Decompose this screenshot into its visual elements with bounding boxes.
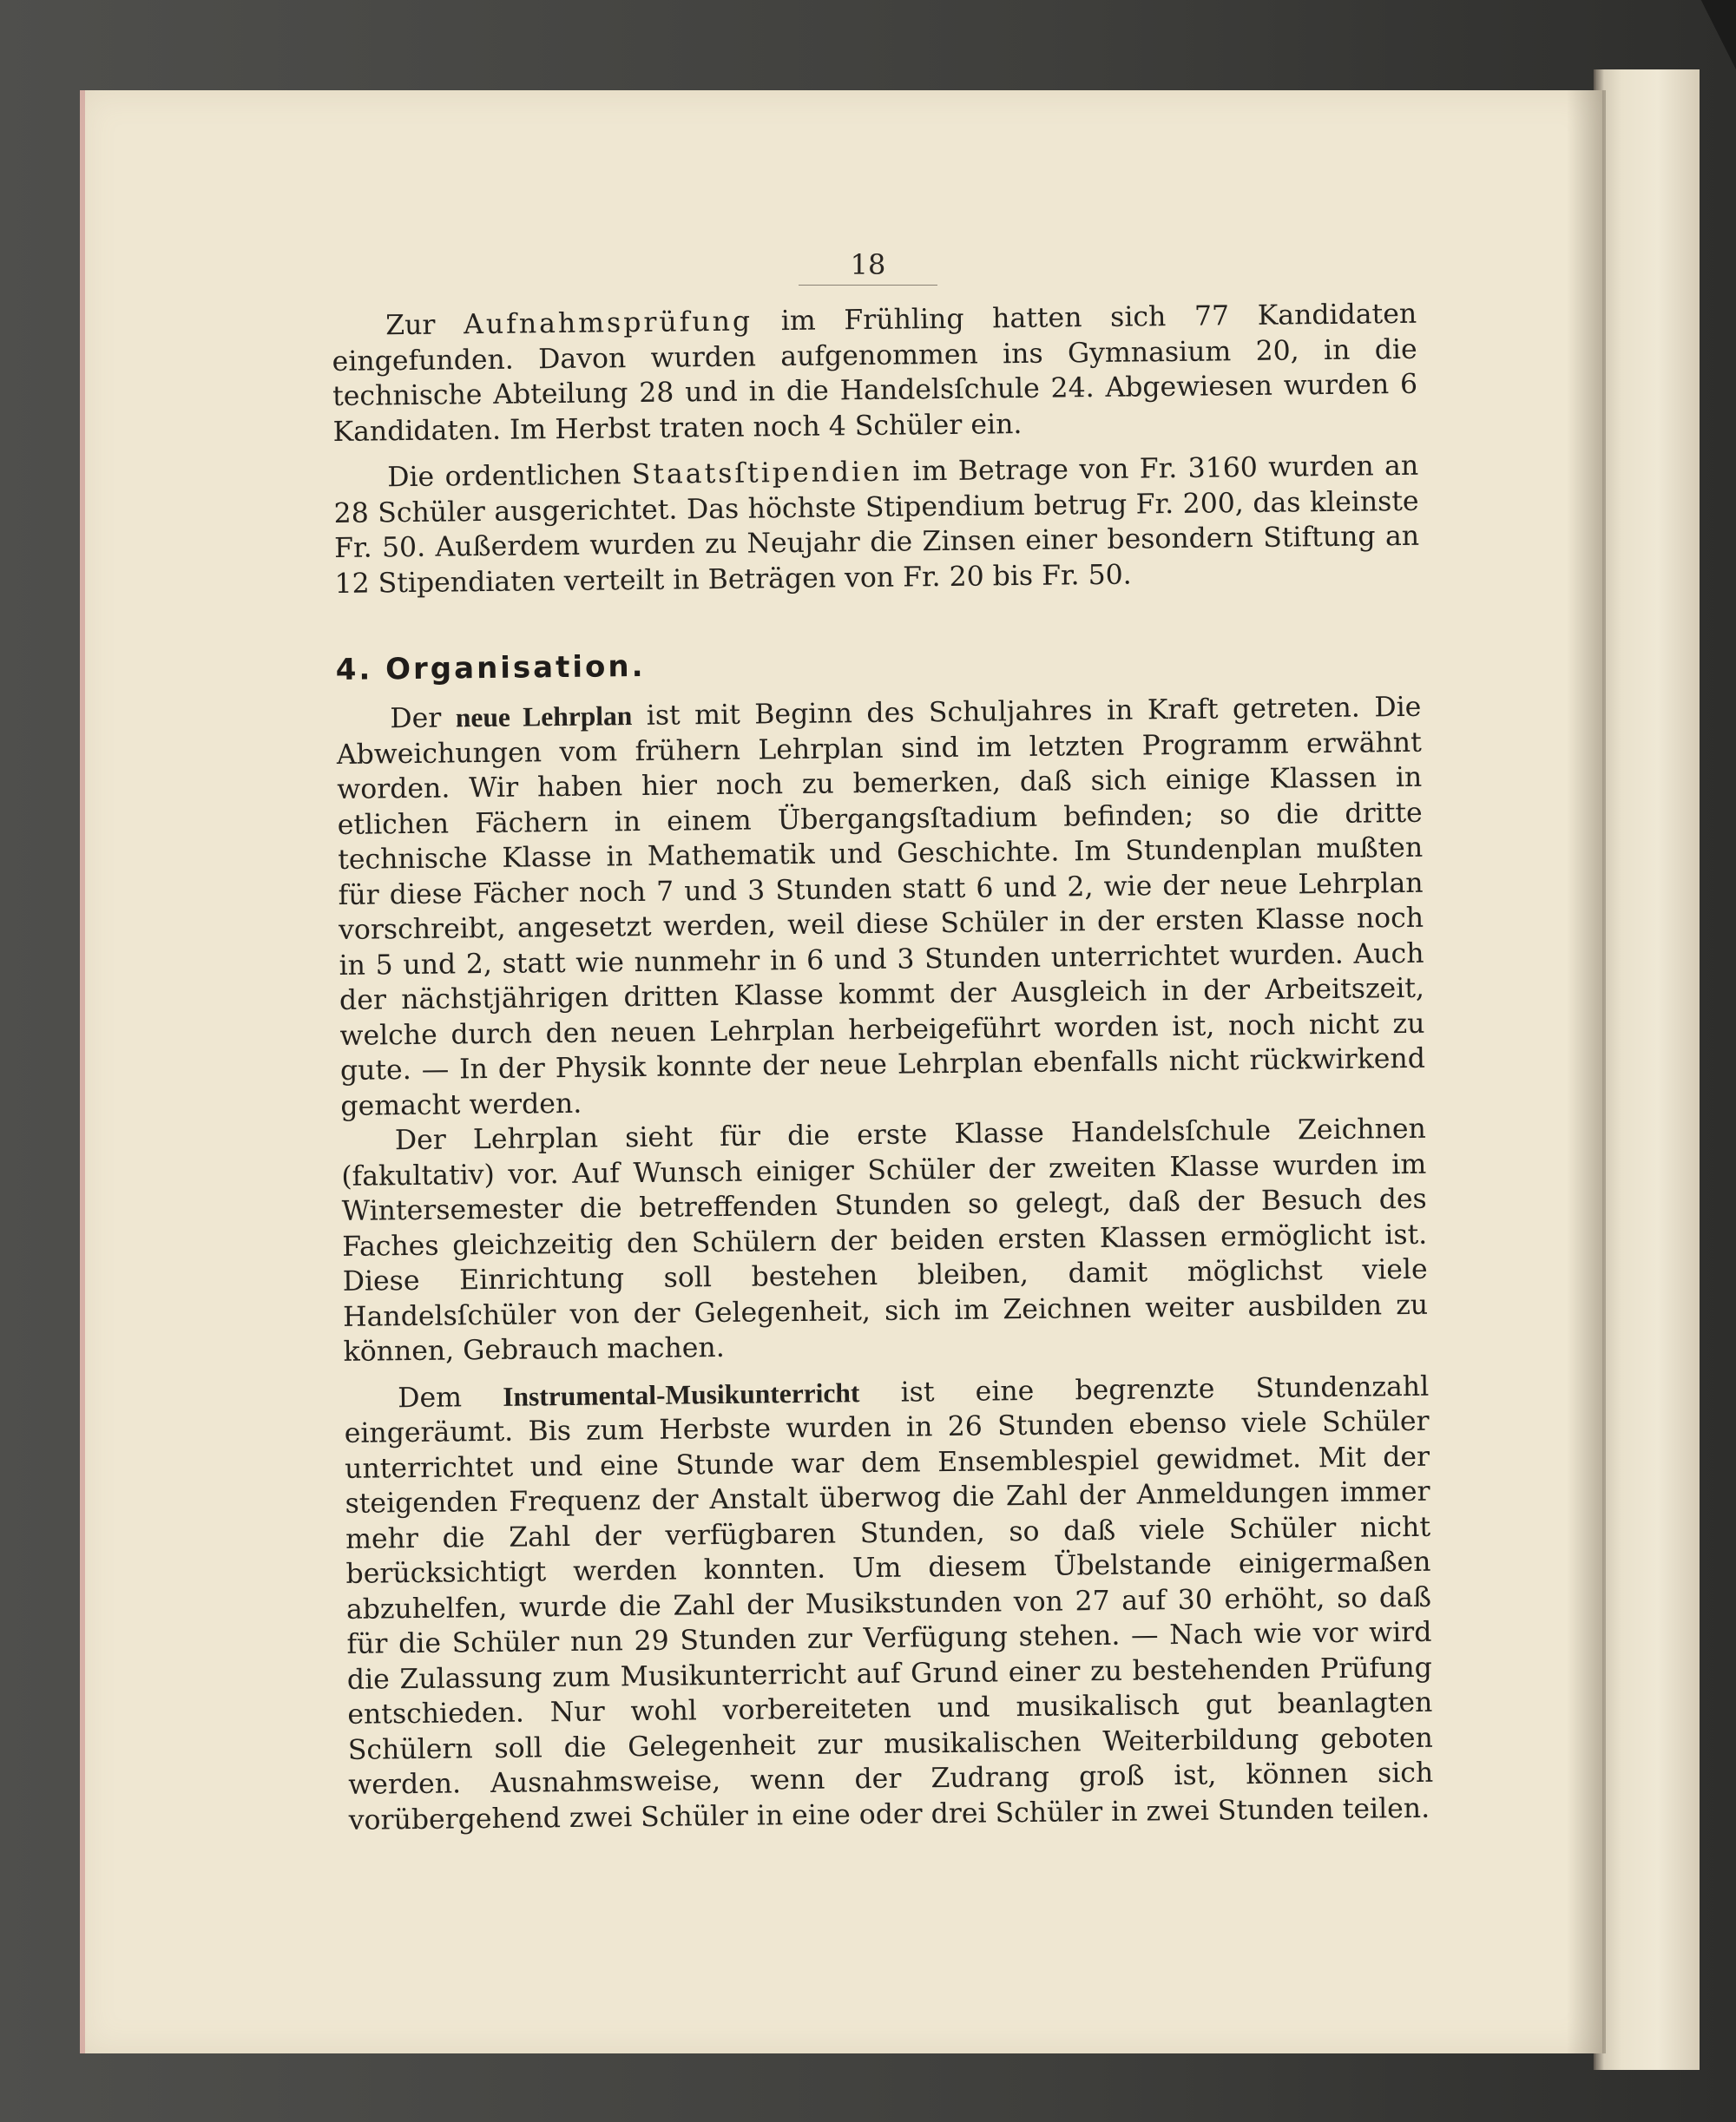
spaced-term: Aufnahmsprüfung: [463, 305, 753, 341]
paragraph-lead: Die ordentlichen: [387, 459, 632, 494]
paragraph-body: im Betrage von Fr. 3160 wurden an 28 Schüler ausgerichtet. Das höchste Stipendium betrug Fr. 200, das kleinste Fr. 50. Außerdem wurden zu Neujahr die Zinsen einer besondern Stiftung an 12 Stipendiaten verteilt in Beträgen von Fr. 20 bis Fr. 50.: [333, 450, 1420, 600]
section-heading: 4. Organisation.: [335, 648, 646, 687]
paragraph-stipendien: [333, 449, 1420, 601]
paragraph-body: im Frühling hatten sich 77 Kandidaten eingefunden. Davon wurden aufgenommen ins Gymnasium 20, in die technische Abteilung 28 und in die Handelsſchule 24. Abgewiesen wurden 6 Kandidaten. Im Herbst traten noch 4 Schüler ein.: [332, 298, 1418, 448]
paragraph-lead: Der: [390, 702, 457, 735]
facing-page-edge: [1595, 69, 1700, 2070]
paragraph-lead: Dem: [398, 1381, 503, 1414]
paragraph-lehrplan: [336, 690, 1425, 1124]
bold-term: Instrumental-Musikunterricht: [502, 1376, 860, 1412]
spaced-term: Staatsſtipendien: [631, 456, 903, 491]
page-gutter: [1567, 90, 1606, 2053]
page-red-edge: [80, 90, 85, 2053]
page-number-rule: [799, 285, 937, 286]
paragraph-lead: Zur: [385, 309, 464, 342]
page-number: 18: [850, 248, 886, 281]
paragraph-body: ist mit Beginn des Schuljahres in Kraft getreten. Die Abweichungen vom frühern Lehrplan sind im letzten Programm erwähnt worden. Wir haben hier noch zu bemerken, daß sich einige Klassen in etlichen Fächern in einem Übergangsſtadium befinden; so die dritte technische Klasse in Mathematik und Geschichte. Im Stundenplan mußten für diese Fächer noch 7 und 3 Stunden statt 6 und 2, wie der neue Lehrplan vorschreibt, angesetzt werden, weil diese Schüler in der ersten Klasse noch in 5 und 2, statt wie nunmehr in 6 und 3 Stunden unterrichtet wurden. Auch der nächstjährigen dritten Klasse kommt der Ausgleich in der Arbeitszeit, welche durch den neuen Lehrplan herbeigeführt worden ist, noch nicht zu gute. — In der Physik konnte der neue Lehrplan ebenfalls nicht rückwirkend gemacht werden.: [336, 691, 1426, 1122]
paragraph-aufnahmspruefung: [332, 297, 1418, 450]
page-content: [332, 297, 1434, 1838]
paragraph-zeichnen: Der Lehrplan sieht für die erste Klasse Handelsſchule Zeichnen (fakultativ) vor. Auf Wunsch einiger Schüler der zweiten Klasse wurden im Wintersemester die betreffenden Stunden so gelegt, daß der Besuch des Faches gleichzeitig den Schülern der beiden ersten Klassen ermöglicht ist. Diese Einrichtung soll bestehen bleiben, damit möglichst viele Handelsſchüler von der Gelegenheit, sich im Zeichnen weiter ausbilden zu können, Gebrauch machen.: [341, 1113, 1429, 1368]
paragraph-musikunterricht: [344, 1369, 1434, 1838]
paragraph-body: ist eine begrenzte Stundenzahl eingeräumt. Bis zum Herbste wurden in 26 Stunden ebenso viele Schüler unterrichtet und eine Stunde war dem Ensemblespiel gewidmet. Mit der steigenden Frequenz der Anstalt überwog die Zahl der Anmeldungen immer mehr die Zahl der verfügbaren Stunden, so daß viele Schüler nicht berücksichtigt werden konnten. Um diesem Übelstande einigermaßen abzuhelfen, wurde die Zahl der Musikstunden von 27 auf 30 erhöht, so daß für die Schüler nun 29 Stunden zur Verfügung stehen. — Nach wie vor wird die Zulassung zum Musikunterricht auf Grund einer zu bestehenden Prüfung entschieden. Nur wohl vorbereiteten und musikalisch gut beanlagten Schülern soll die Gelegenheit zur musikalischen Weiterbildung geboten werden. Ausnahmsweise, wenn der Zudrang groß ist, können sich vorübergehend zwei Schüler in eine oder drei Schüler in zwei Stunden teilen.: [344, 1370, 1434, 1836]
bold-term: neue Lehrplan: [455, 700, 633, 733]
